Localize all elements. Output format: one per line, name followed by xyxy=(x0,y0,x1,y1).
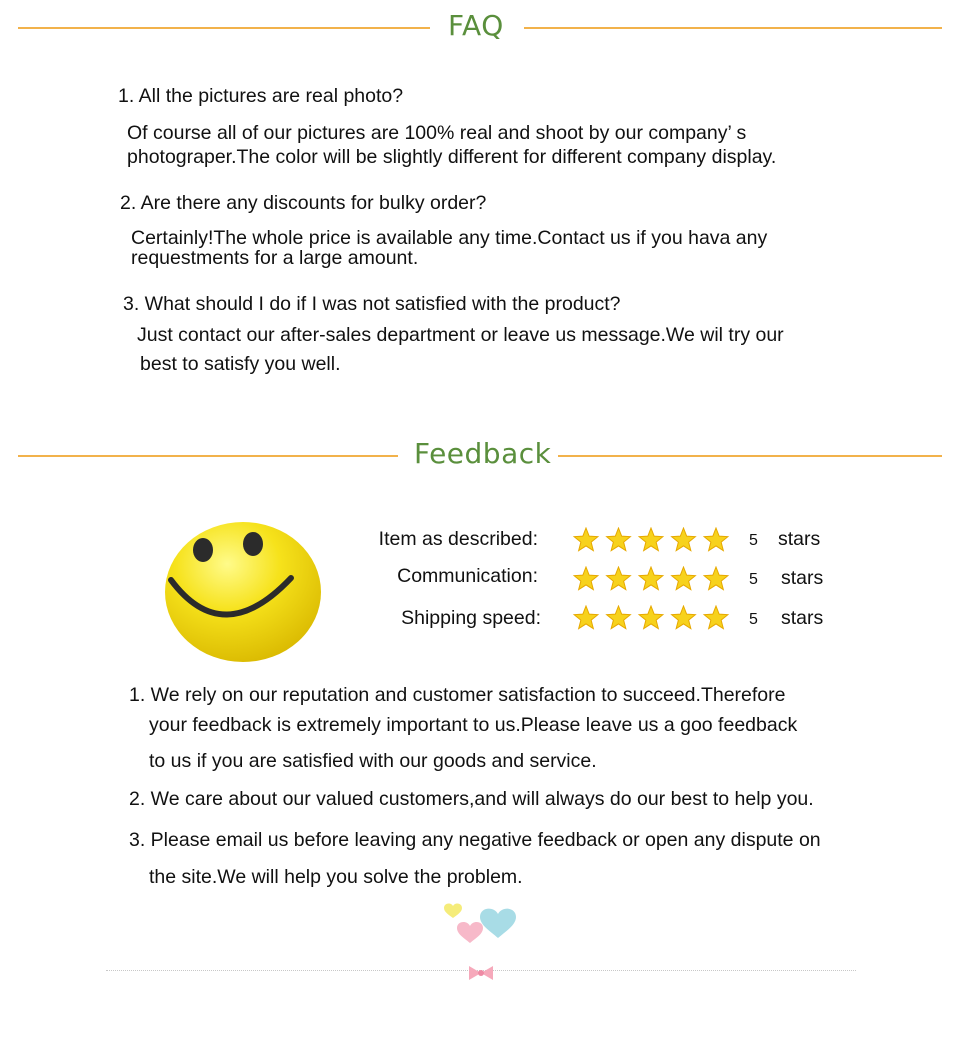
star-icon xyxy=(672,528,696,551)
star-icon xyxy=(574,606,598,629)
faq-question-3: 3. What should I do if I was not satisfied with the product? xyxy=(123,293,621,315)
hearts-icon xyxy=(440,902,522,950)
star-icon xyxy=(607,528,631,551)
rating-value-communication: 5 xyxy=(749,571,758,588)
star-icon xyxy=(607,606,631,629)
faq-answer-3-line-2: best to satisfy you well. xyxy=(140,353,341,375)
feedback-note-1-line-2: your feedback is extremely important to us.Please leave us a goo feedback xyxy=(149,714,798,736)
faq-answer-1-line-1: Of course all of our pictures are 100% real and shoot by our company’ s xyxy=(127,122,747,144)
faq-title: FAQ xyxy=(448,9,504,42)
star-icon xyxy=(639,606,663,629)
star-icon xyxy=(672,606,696,629)
faq-answer-3-line-1: Just contact our after-sales department or leave us message.We wil try our xyxy=(137,324,784,346)
feedback-divider-right xyxy=(558,455,942,457)
rating-stars-communication xyxy=(570,566,732,592)
feedback-note-3-line-1: 3. Please email us before leaving any negative feedback or open any dispute on xyxy=(129,829,821,851)
faq-answer-2-line-1: Certainly!The whole price is available any time.Contact us if you hava any xyxy=(131,227,768,249)
feedback-note-3-line-2: the site.We will help you solve the problem. xyxy=(149,866,523,888)
rating-stars-shipping-speed xyxy=(570,605,732,631)
rating-label-communication: Communication: xyxy=(397,565,538,587)
star-icon xyxy=(704,606,728,629)
faq-divider-right xyxy=(524,27,942,29)
faq-answer-1-line-2: photograper.The color will be slightly different for different company display. xyxy=(127,146,777,168)
rating-label-item-described: Item as described: xyxy=(378,528,538,550)
faq-divider-left xyxy=(18,27,430,29)
feedback-divider-left xyxy=(18,455,398,457)
bow-icon xyxy=(466,964,496,982)
rating-unit-shipping-speed: stars xyxy=(781,607,824,629)
star-icon xyxy=(574,567,598,590)
rating-stars-item-described xyxy=(570,527,732,553)
star-icon xyxy=(704,567,728,590)
rating-unit-item-described: stars xyxy=(778,528,821,550)
star-icon xyxy=(639,567,663,590)
feedback-note-1-line-3: to us if you are satisfied with our goods and service. xyxy=(149,750,597,772)
rating-label-shipping-speed: Shipping speed: xyxy=(401,607,541,629)
rating-value-shipping-speed: 5 xyxy=(749,611,758,628)
star-icon xyxy=(672,567,696,590)
star-icon xyxy=(574,528,598,551)
faq-answer-2-line-2: requestments for a large amount. xyxy=(131,247,419,269)
star-icon xyxy=(704,528,728,551)
feedback-title: Feedback xyxy=(414,437,552,470)
faq-question-2: 2. Are there any discounts for bulky order? xyxy=(120,192,487,214)
rating-value-item-described: 5 xyxy=(749,532,758,549)
star-icon xyxy=(607,567,631,590)
faq-question-1: 1. All the pictures are real photo? xyxy=(118,85,404,107)
feedback-note-2-line-1: 2. We care about our valued customers,and will always do our best to help you. xyxy=(129,788,814,810)
feedback-note-1-line-1: 1. We rely on our reputation and customer satisfaction to succeed.Therefore xyxy=(129,684,786,706)
rating-unit-communication: stars xyxy=(781,567,824,589)
star-icon xyxy=(639,528,663,551)
